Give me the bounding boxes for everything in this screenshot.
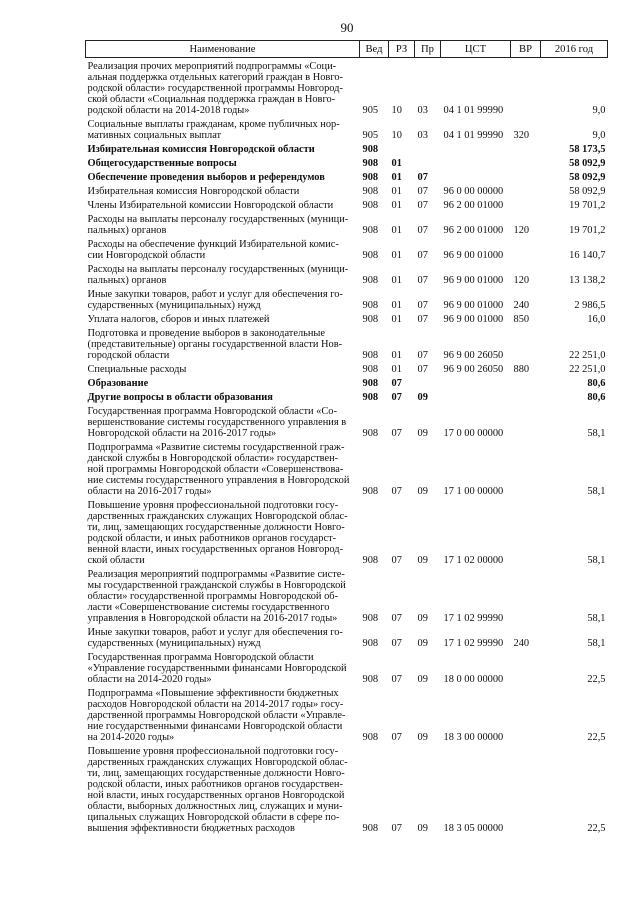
- table-row: [86, 155, 608, 169]
- cell-rz: 01: [391, 172, 402, 183]
- table-row: [86, 211, 608, 236]
- cell-amount: 58 092,9: [569, 172, 606, 183]
- cell-cst: 17 1 02 00000: [443, 555, 504, 566]
- cell-vr: 120: [513, 225, 530, 236]
- cell-rz: 01: [391, 350, 402, 361]
- cell-amount: 58 092,9: [569, 158, 606, 169]
- cell-vr: [511, 325, 541, 361]
- cell-amount: 2 986,5: [574, 300, 606, 311]
- header-pr: Пр: [415, 41, 441, 58]
- cell-cst: 96 2 00 01000: [443, 225, 504, 236]
- cell-ved: 908: [362, 314, 379, 325]
- cell-vr: [511, 141, 541, 155]
- cell-amount: 9,0: [592, 130, 606, 141]
- cell-name: Иные закупки товаров, работ и услуг для обеспечения го- сударственных (муниципальных) нужд: [87, 627, 343, 649]
- cell-name: Повышение уровня профессиональной подготовки госу- дарственных гражданских служащих Новгородской облас- ти, лиц, замещающих государственные должности Новго- родской области, и иных работников органов государст- венной власти, иных государственных органов Новгород- ской области: [87, 500, 348, 566]
- cell-name: Избирательная комиссия Новгородской области: [87, 144, 315, 155]
- cell-ved: 908: [362, 350, 379, 361]
- cell-ved: 908: [362, 638, 379, 649]
- cell-rz: 07: [391, 674, 402, 685]
- cell-pr: 07: [417, 250, 428, 261]
- cell-rz: 01: [391, 300, 402, 311]
- cell-name: Другие вопросы в области образования: [87, 392, 273, 403]
- cell-cst: [441, 155, 511, 169]
- cell-pr: 03: [417, 105, 428, 116]
- cell-rz: 01: [391, 225, 402, 236]
- cell-amount: 13 138,2: [569, 275, 606, 286]
- table-row: [86, 58, 608, 117]
- cell-ved: 908: [362, 172, 379, 183]
- table-row: [86, 361, 608, 375]
- cell-name: Обеспечение проведения выборов и референдумов: [87, 172, 325, 183]
- table-row: [86, 375, 608, 389]
- cell-ved: 908: [362, 392, 379, 403]
- cell-name: Избирательная комиссия Новгородской области: [87, 186, 300, 197]
- cell-ved: 908: [362, 674, 379, 685]
- cell-amount: 19 701,2: [569, 225, 606, 236]
- cell-vr: [511, 169, 541, 183]
- cell-cst: 04 1 01 99990: [443, 105, 504, 116]
- cell-rz: 07: [391, 823, 402, 834]
- cell-vr: [511, 197, 541, 211]
- header-vr: ВР: [511, 41, 541, 58]
- table-row: [86, 624, 608, 649]
- table-row: [86, 403, 608, 439]
- cell-rz: 07: [391, 392, 402, 403]
- cell-name: Реализация прочих мероприятий подпрограммы «Соци- альная поддержка отдельных категорий граждан в Новго- родской области» государственной программы Новгород- ской области «Социальная поддержка граждан в Новго- родской области на 2014-2018 годы»: [87, 61, 343, 116]
- cell-vr: 240: [513, 638, 530, 649]
- cell-ved: 908: [362, 250, 379, 261]
- cell-vr: [511, 497, 541, 566]
- cell-name: Государственная программа Новгородской области «Со- вершенствование системы государственного управления в Новгородской области на 2016-2017 годы»: [87, 406, 347, 439]
- cell-ved: 908: [362, 555, 379, 566]
- cell-pr: 09: [417, 555, 428, 566]
- cell-rz: 01: [391, 186, 402, 197]
- cell-cst: 18 0 00 00000: [443, 674, 504, 685]
- cell-rz: 01: [391, 275, 402, 286]
- cell-amount: 22 251,0: [569, 350, 606, 361]
- table-row: [86, 169, 608, 183]
- cell-cst: 17 1 02 99990: [443, 638, 504, 649]
- cell-ved: 908: [362, 300, 379, 311]
- cell-cst: 96 9 00 01000: [443, 250, 504, 261]
- cell-pr: 07: [417, 200, 428, 211]
- cell-name: Члены Избирательной комиссии Новгородской области: [87, 200, 334, 211]
- cell-amount: 9,0: [592, 105, 606, 116]
- cell-vr: [511, 403, 541, 439]
- cell-cst: [441, 141, 511, 155]
- cell-ved: 905: [362, 105, 379, 116]
- cell-ved: 908: [362, 428, 379, 439]
- cell-cst: 96 9 00 26050: [443, 364, 504, 375]
- cell-amount: 58,1: [587, 486, 606, 497]
- cell-rz: 10: [391, 105, 402, 116]
- cell-vr: [511, 155, 541, 169]
- cell-name: Подпрограмма «Повышение эффективности бюджетных расходов Новгородской области на 2014-2017 годы» госу- дарственной программы Новгородской области «Управле- ние государственными финансами Новгородской области на 2014-2020 годы»: [87, 688, 346, 743]
- cell-pr: 07: [417, 300, 428, 311]
- cell-vr: [511, 743, 541, 834]
- cell-ved: 908: [362, 823, 379, 834]
- table-row: [86, 197, 608, 211]
- header-ved: Вед: [360, 41, 389, 58]
- cell-amount: 58,1: [587, 613, 606, 624]
- cell-rz: 01: [391, 364, 402, 375]
- cell-rz: 01: [391, 314, 402, 325]
- table-row: [86, 649, 608, 685]
- cell-vr: 880: [513, 364, 530, 375]
- cell-name: Подпрограмма «Развитие системы государственной граж- данской службы в Новгородской области» государствен- ной программы Новгородской области «Совершенствова- ние системы государственного управления в Новгородской области на 2016-2017 годы»: [87, 442, 350, 497]
- cell-name: Расходы на выплаты персоналу государственных (муници- пальных) органов: [87, 264, 349, 286]
- header-rz: РЗ: [389, 41, 415, 58]
- table-row: [86, 389, 608, 403]
- cell-vr: [511, 183, 541, 197]
- cell-ved: 908: [362, 486, 379, 497]
- cell-pr: [415, 375, 441, 389]
- cell-pr: 07: [417, 314, 428, 325]
- cell-pr: 07: [417, 275, 428, 286]
- cell-vr: 120: [513, 275, 530, 286]
- cell-amount: 58,1: [587, 638, 606, 649]
- cell-ved: 905: [362, 130, 379, 141]
- header-name: Наименование: [86, 41, 360, 58]
- cell-rz: 07: [391, 732, 402, 743]
- table-row: [86, 286, 608, 311]
- cell-amount: 58 092,9: [569, 186, 606, 197]
- cell-rz: 07: [391, 378, 402, 389]
- cell-pr: 07: [417, 186, 428, 197]
- cell-pr: 09: [417, 392, 428, 403]
- cell-vr: 240: [513, 300, 530, 311]
- cell-pr: 09: [417, 428, 428, 439]
- cell-ved: 908: [362, 200, 379, 211]
- cell-name: Подготовка и проведение выборов в законодательные (представительные) органы государственной власти Нов- городской области: [87, 328, 343, 361]
- cell-amount: 58 173,5: [569, 144, 606, 155]
- table-row: [86, 439, 608, 497]
- cell-vr: [511, 375, 541, 389]
- cell-vr: [511, 389, 541, 403]
- cell-amount: 22,5: [587, 732, 606, 743]
- cell-amount: 58,1: [587, 428, 606, 439]
- cell-ved: 908: [362, 378, 379, 389]
- cell-cst: 17 0 00 00000: [443, 428, 504, 439]
- cell-name: Общегосударственные вопросы: [87, 158, 237, 169]
- cell-vr: [511, 236, 541, 261]
- cell-cst: 17 1 00 00000: [443, 486, 504, 497]
- table-row: [86, 743, 608, 834]
- cell-pr: 07: [417, 364, 428, 375]
- cell-pr: 09: [417, 674, 428, 685]
- cell-cst: 96 9 00 01000: [443, 314, 504, 325]
- cell-vr: 320: [513, 130, 530, 141]
- cell-pr: 07: [417, 225, 428, 236]
- table-header-row: [86, 41, 608, 58]
- cell-cst: [441, 169, 511, 183]
- cell-cst: [441, 375, 511, 389]
- cell-cst: 96 2 00 01000: [443, 200, 504, 211]
- cell-pr: [415, 141, 441, 155]
- cell-pr: 07: [417, 172, 428, 183]
- cell-ved: 908: [362, 144, 379, 155]
- cell-cst: 18 3 05 00000: [443, 823, 504, 834]
- cell-amount: 19 701,2: [569, 200, 606, 211]
- budget-table: [85, 40, 608, 834]
- table-row: [86, 325, 608, 361]
- table-row: [86, 685, 608, 743]
- cell-amount: 22 251,0: [569, 364, 606, 375]
- cell-vr: [511, 58, 541, 117]
- table-row: [86, 116, 608, 141]
- cell-ved: 908: [362, 732, 379, 743]
- cell-rz: [389, 141, 415, 155]
- cell-amount: 58,1: [587, 555, 606, 566]
- cell-ved: 908: [362, 275, 379, 286]
- cell-rz: 01: [391, 250, 402, 261]
- cell-name: Расходы на обеспечение функций Избирательной комис- сии Новгородской области: [87, 239, 339, 261]
- cell-name: Расходы на выплаты персоналу государственных (муници- пальных) органов: [87, 214, 349, 236]
- cell-cst: 04 1 01 99990: [443, 130, 504, 141]
- cell-name: Социальные выплаты гражданам, кроме публичных нор- мативных социальных выплат: [87, 119, 340, 141]
- cell-amount: 22,5: [587, 674, 606, 685]
- cell-rz: 07: [391, 638, 402, 649]
- cell-cst: 96 9 00 26050: [443, 350, 504, 361]
- cell-vr: [511, 649, 541, 685]
- cell-pr: 09: [417, 823, 428, 834]
- cell-rz: 01: [391, 200, 402, 211]
- cell-pr: 09: [417, 613, 428, 624]
- cell-name: Образование: [87, 378, 149, 389]
- cell-vr: [511, 566, 541, 624]
- cell-rz: 07: [391, 428, 402, 439]
- cell-pr: 09: [417, 638, 428, 649]
- cell-name: Иные закупки товаров, работ и услуг для обеспечения го- сударственных (муниципальных) нужд: [87, 289, 343, 311]
- cell-pr: 09: [417, 486, 428, 497]
- cell-ved: 908: [362, 186, 379, 197]
- cell-pr: [415, 155, 441, 169]
- cell-name: Повышение уровня профессиональной подготовки госу- дарственных гражданских служащих Новгородской облас- ти, лиц, замещающих государственные должности Новго- родской области, иных работников органов государствен- ной власти, иных государственных органов Новгородской области, выборных должностных лиц, служащих и муни- ципальных служащих Новгородской области в сфере по- вышения эффективности бюджетных расходов: [87, 746, 348, 834]
- cell-cst: 96 9 00 01000: [443, 300, 504, 311]
- cell-rz: 01: [391, 158, 402, 169]
- cell-ved: 908: [362, 225, 379, 236]
- cell-amount: 80,6: [587, 392, 606, 403]
- header-year: 2016 год: [541, 41, 608, 58]
- table-row: [86, 261, 608, 286]
- cell-rz: 07: [391, 613, 402, 624]
- cell-vr: [511, 685, 541, 743]
- cell-amount: 16 140,7: [569, 250, 606, 261]
- cell-vr: 850: [513, 314, 530, 325]
- cell-rz: 07: [391, 555, 402, 566]
- table-row: [86, 183, 608, 197]
- table-row: [86, 141, 608, 155]
- cell-name: Специальные расходы: [87, 364, 187, 375]
- cell-cst: 96 0 00 00000: [443, 186, 504, 197]
- table-row: [86, 566, 608, 624]
- table-row: [86, 236, 608, 261]
- cell-cst: 17 1 02 99990: [443, 613, 504, 624]
- cell-rz: 10: [391, 130, 402, 141]
- cell-amount: 16,0: [587, 314, 606, 325]
- cell-name: Уплата налогов, сборов и иных платежей: [87, 314, 270, 325]
- cell-name: Реализация мероприятий подпрограммы «Развитие систе- мы государственной гражданской службы в Новгородской области» государственной программы Новгородской об- ласти «Совершенствование системы государственного управления в Новгородской области на 2016-2017 годы»: [87, 569, 346, 624]
- cell-amount: 80,6: [587, 378, 606, 389]
- cell-rz: 07: [391, 486, 402, 497]
- table-row: [86, 497, 608, 566]
- cell-cst: [441, 389, 511, 403]
- cell-cst: 18 3 00 00000: [443, 732, 504, 743]
- cell-ved: 908: [362, 613, 379, 624]
- cell-name: Государственная программа Новгородской области «Управление государственными финансами Новгородской области на 2014-2020 годы»: [87, 652, 347, 685]
- cell-cst: 96 9 00 01000: [443, 275, 504, 286]
- table-row: [86, 311, 608, 325]
- cell-ved: 908: [362, 158, 379, 169]
- cell-pr: 09: [417, 732, 428, 743]
- header-cst: ЦСТ: [441, 41, 511, 58]
- cell-vr: [511, 439, 541, 497]
- cell-ved: 908: [362, 364, 379, 375]
- cell-pr: 07: [417, 350, 428, 361]
- cell-pr: 03: [417, 130, 428, 141]
- cell-amount: 22,5: [587, 823, 606, 834]
- page-number: 90: [340, 20, 354, 35]
